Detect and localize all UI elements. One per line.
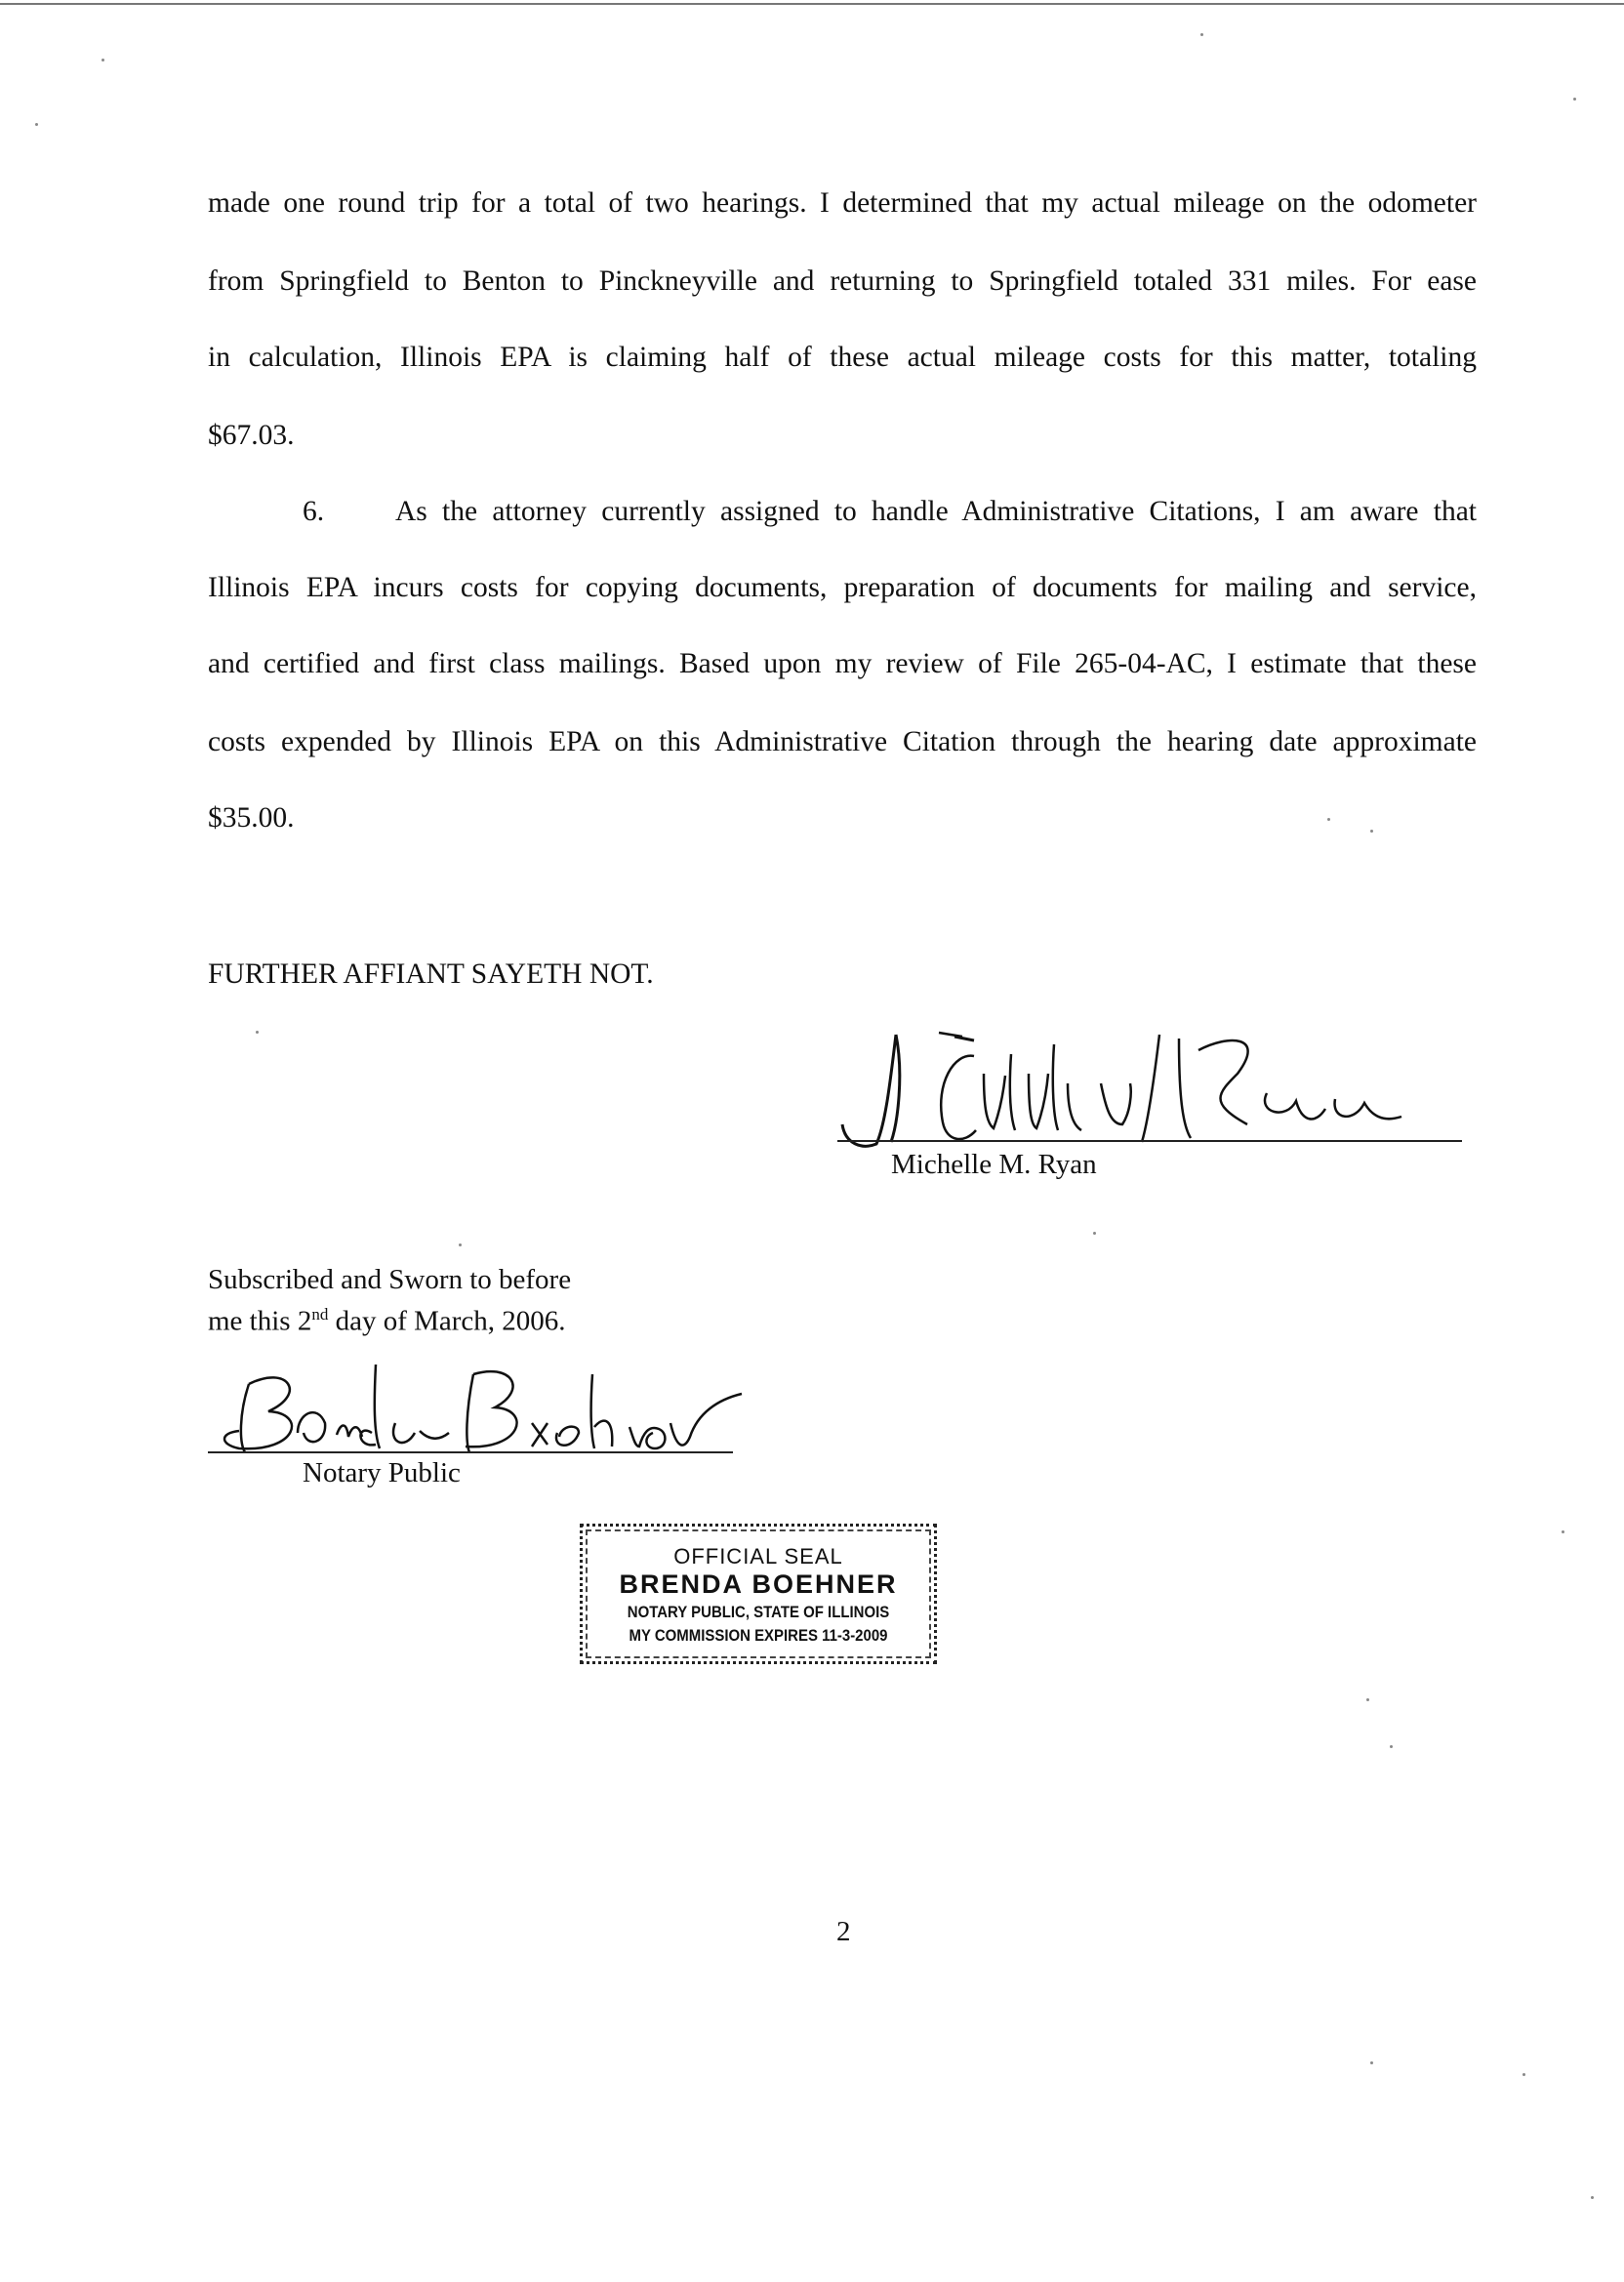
- seal-jurisdiction: NOTARY PUBLIC, STATE OF ILLINOIS: [627, 1603, 890, 1621]
- scan-speck: [1370, 830, 1373, 833]
- affiant-name: Michelle M. Ryan: [891, 1149, 1097, 1180]
- scan-speck: [1200, 33, 1203, 36]
- scan-speck: [1390, 1745, 1393, 1748]
- affiant-signature-line: [837, 1140, 1462, 1142]
- body-line-4: $67.03.: [208, 420, 295, 451]
- scan-speck: [1370, 2061, 1373, 2064]
- scan-speck: [35, 123, 38, 126]
- paragraph-6-line-2: Illinois EPA incurs costs for copying documents, preparation of documents for mailing and service,: [208, 572, 1477, 603]
- seal-notary-name: BRENDA BOEHNER: [619, 1569, 898, 1599]
- closing-statement: FURTHER AFFIANT SAYETH NOT.: [208, 958, 654, 990]
- jurat-line-2: [208, 1298, 566, 1338]
- paragraph-number: 6.: [303, 496, 325, 527]
- scan-speck: [1562, 1530, 1564, 1533]
- paragraph-6-line-4: costs expended by Illinois EPA on this Administrative Citation through the hearing date approximate: [208, 726, 1477, 757]
- seal-title: OFFICIAL SEAL: [673, 1544, 843, 1569]
- body-line-2: from Springfield to Benton to Pinckneyville and returning to Springfield totaled 331 miles. For ease: [208, 265, 1477, 297]
- seal-commission-expiry: MY COMMISSION EXPIRES 11-3-2009: [629, 1626, 888, 1645]
- jurat-ordinal-suffix: nd: [311, 1305, 329, 1324]
- scan-speck: [459, 1243, 462, 1246]
- scan-speck: [1573, 98, 1576, 101]
- scan-speck: [1522, 2073, 1525, 2076]
- body-line-3: in calculation, Illinois EPA is claiming half of these actual mileage costs for this matter, totaling: [208, 342, 1477, 373]
- official-notary-seal: [580, 1524, 937, 1664]
- jurat-line-2-suffix: day of March, 2006.: [328, 1305, 566, 1337]
- scan-speck: [256, 1031, 259, 1034]
- paragraph-6-lead: As the attorney currently assigned to handle Administrative Citations, I am aware that: [395, 496, 1477, 527]
- scan-speck: [1327, 818, 1330, 821]
- scan-speck: [102, 59, 104, 61]
- notary-signature-image: [210, 1355, 756, 1462]
- notary-signature-line: [208, 1451, 733, 1453]
- page-number: 2: [836, 1916, 851, 1947]
- scan-speck: [1093, 1232, 1096, 1235]
- jurat-line-1: Subscribed and Sworn to before: [208, 1264, 572, 1295]
- page-top-rule: [0, 3, 1624, 5]
- body-line-1: made one round trip for a total of two hearings. I determined that my actual mileage on the odometer: [208, 187, 1477, 219]
- paragraph-6-line-5: $35.00.: [208, 802, 295, 834]
- scan-speck: [1591, 2196, 1594, 2199]
- jurat-line-2-prefix: me this 2: [208, 1305, 312, 1337]
- notary-public-label: Notary Public: [303, 1457, 461, 1488]
- paragraph-6-line-3: and certified and first class mailings. Based upon my review of File 265-04-AC, I estimate that these: [208, 648, 1477, 679]
- scan-speck: [1366, 1698, 1369, 1701]
